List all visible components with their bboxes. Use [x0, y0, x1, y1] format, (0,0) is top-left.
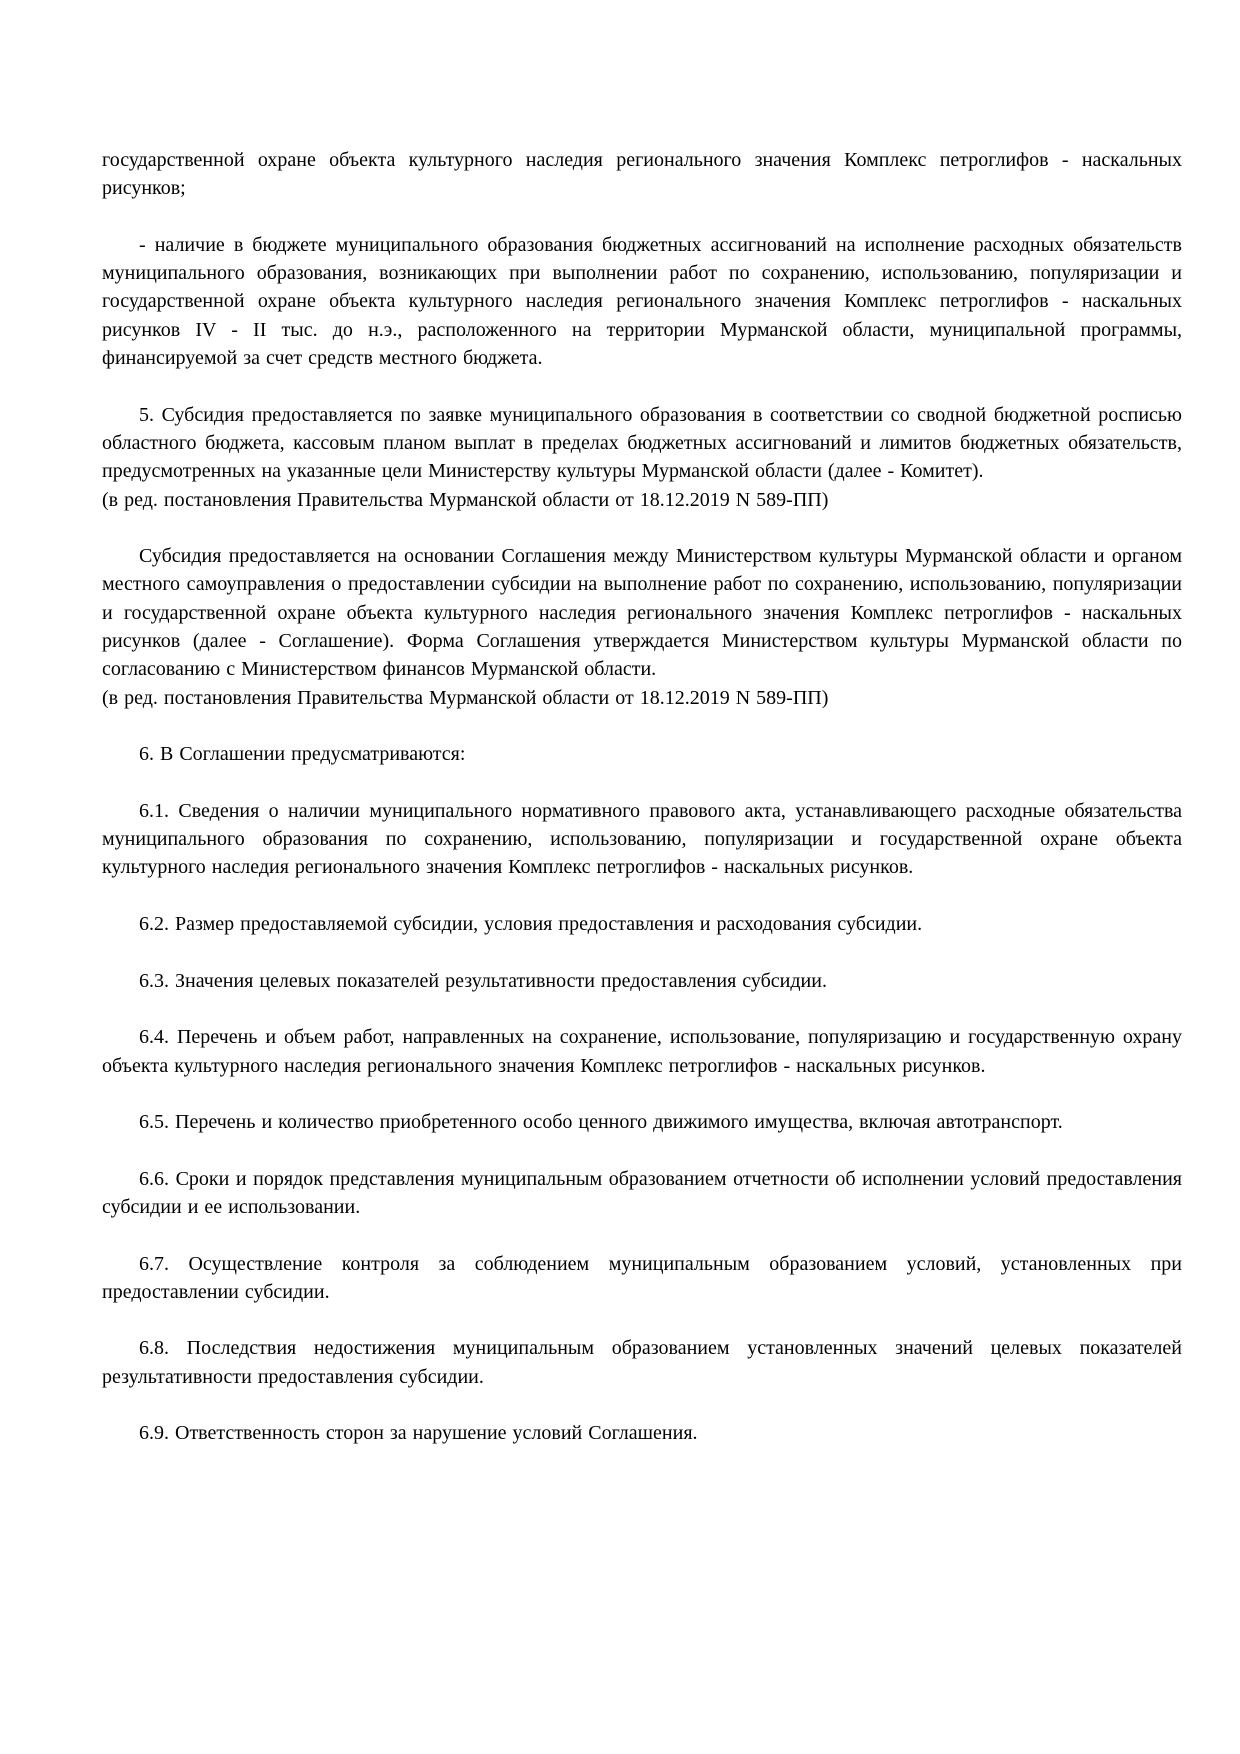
paragraph-text: 5. Субсидия предоставляется по заявке муниципального образования в соответствии со сводной бюджетной росписью областного бюджета, кассовым планом выплат в пределах бюджетных ассигнований и лимитов бюджетных обязательств, предусмотренных на указанные цели Министерству культуры Мурманской области (далее - Комитет).: [102, 403, 1182, 483]
paragraph-block: [102, 1334, 1182, 1391]
paragraph-text: 6.3. Значения целевых показателей результативности предоставления субсидии.: [139, 969, 827, 992]
paragraph-block: [102, 967, 1182, 995]
paragraph-text: 6.5. Перечень и количество приобретенного особо ценного движимого имущества, включая автотранспорт.: [139, 1111, 1063, 1134]
paragraph-block: [102, 542, 1182, 712]
paragraph-block: [102, 146, 1182, 203]
paragraph-block: [102, 1108, 1182, 1136]
paragraph-text: 6.9. Ответственность сторон за нарушение условий Соглашения.: [139, 1422, 698, 1445]
paragraph-text: государственной охране объекта культурного наследия регионального значения Комплекс петроглифов - наскальных рисунков;: [102, 149, 1182, 200]
paragraph-text: 6.4. Перечень и объем работ, направленных на сохранение, использование, популяризацию и государственную охрану объекта культурного наследия регионального значения Комплекс петроглифов - наскальных рисунков.: [102, 1026, 1182, 1077]
paragraph-text: 6. В Соглашении предусматриваются:: [139, 743, 466, 766]
paragraph-text: 6.8. Последствия недостижения муниципальным образованием установленных значений целевых показателей результативности предоставления субсидии.: [102, 1337, 1182, 1388]
paragraph-block: [102, 1419, 1182, 1447]
paragraph-text: 6.6. Сроки и порядок представления муниципальным образованием отчетности об исполнении условий предоставления субсидии и ее использовании.: [102, 1167, 1182, 1218]
document-body: [102, 146, 1182, 1448]
amendment-note: (в ред. постановления Правительства Мурманской области от 18.12.2019 N 589-ПП): [102, 686, 829, 709]
amendment-note: (в ред. постановления Правительства Мурманской области от 18.12.2019 N 589-ПП): [102, 488, 829, 511]
paragraph-text: 6.1. Сведения о наличии муниципального нормативного правового акта, устанавливающего расходные обязательства муниципального образования по сохранению, использованию, популяризации и государственной охране объекта культурного наследия регионального значения Комплекс петроглифов - наскальных рисунков.: [102, 799, 1182, 879]
paragraph-text: Субсидия предоставляется на основании Соглашения между Министерством культуры Мурманской области и органом местного самоуправления о предоставлении субсидии на выполнение работ по сохранению, использованию, популяризации и государственной охране объекта культурного наследия регионального значения Комплекс петроглифов - наскальных рисунков (далее - Соглашение). Форма Соглашения утверждается Министерством культуры Мурманской области по согласованию с Министерством финансов Мурманской области.: [102, 545, 1182, 681]
paragraph-block: [102, 1250, 1182, 1307]
paragraph-block: [102, 401, 1182, 514]
paragraph-block: [102, 910, 1182, 938]
paragraph-block: [102, 1023, 1182, 1080]
paragraph-block: [102, 1165, 1182, 1222]
paragraph-text: 6.7. Осуществление контроля за соблюдением муниципальным образованием условий, установленных при предоставлении субсидии.: [102, 1252, 1182, 1303]
paragraph-text: 6.2. Размер предоставляемой субсидии, условия предоставления и расходования субсидии.: [139, 913, 923, 936]
paragraph-block: [102, 797, 1182, 882]
paragraph-text: - наличие в бюджете муниципального образования бюджетных ассигнований на исполнение расходных обязательств муниципального образования, возникающих при выполнении работ по сохранению, использованию, популяризации и государственной охране объекта культурного наследия регионального значения Комплекс петроглифов - наскальных рисунков IV - II тыс. до н.э., расположенного на территории Мурманской области, муниципальной программы, финансируемой за счет средств местного бюджета.: [102, 233, 1182, 370]
paragraph-block: [102, 231, 1182, 372]
paragraph-block: [102, 740, 1182, 768]
